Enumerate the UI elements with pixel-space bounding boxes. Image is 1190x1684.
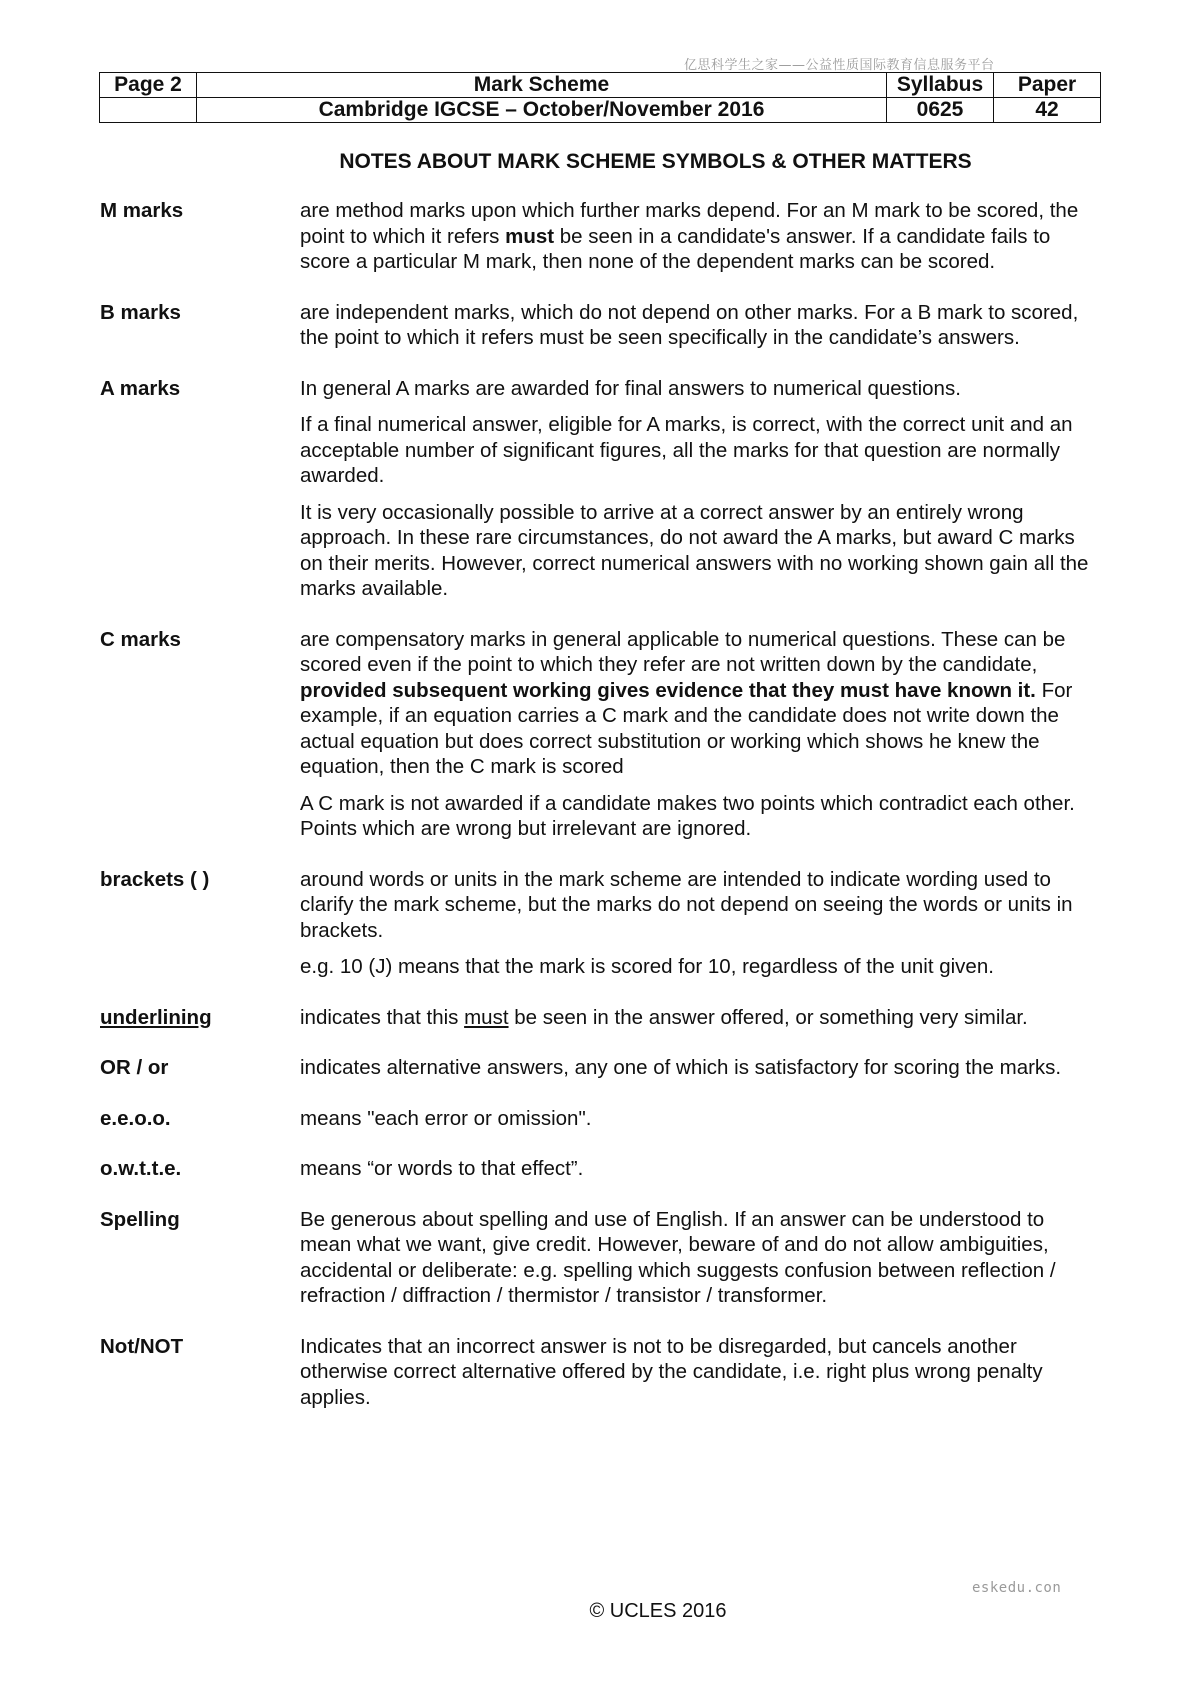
header-empty-cell xyxy=(100,98,197,123)
term-label: C marks xyxy=(100,627,181,651)
description-paragraph: In general A marks are awarded for final answers to numerical questions. xyxy=(300,376,961,400)
text-span: are compensatory marks in general applicable to numerical questions. These can be scored even if the point to which they refer are not written down by the candidate, xyxy=(300,627,1066,676)
text-span: be seen in a candidate's answer. If a candidate fails to score a particular M mark, then none of the dependent marks can be scored. xyxy=(300,224,1051,273)
text-span: indicates that this xyxy=(300,1005,465,1029)
term-description xyxy=(300,627,1100,842)
bold-text: must xyxy=(505,224,555,248)
text-span: are method marks upon which further marks depend. For an M mark to be scored, the point to which it refers xyxy=(300,199,1079,248)
entry-underlining xyxy=(100,1005,1100,1031)
entry-not xyxy=(100,1334,1100,1411)
description-paragraph: Indicates that an incorrect answer is not to be disregarded, but cancels another otherwise correct alternative offered by the candidate, i.e. right plus wrong penalty applies. xyxy=(300,1334,1043,1409)
header-row-2 xyxy=(100,98,1101,123)
term-description xyxy=(300,376,1100,602)
entry-m-marks xyxy=(100,198,1100,275)
term-label: Spelling xyxy=(100,1207,180,1231)
term-description xyxy=(300,1106,1100,1132)
copyright-footer: © UCLES 2016 xyxy=(589,1600,727,1622)
description-paragraph: A C mark is not awarded if a candidate makes two points which contradict each other. Points which are wrong but irrelevant are ignored. xyxy=(300,791,1075,840)
paper-label: Paper xyxy=(994,73,1101,98)
entry-a-marks xyxy=(100,376,1100,602)
description-paragraph: If a final numerical answer, eligible for A marks, is correct, with the correct unit and an acceptable number of significant figures, all the marks for that question are normally awarded. xyxy=(300,413,1073,487)
description-paragraph xyxy=(300,1005,1100,1031)
term-description xyxy=(300,300,1100,351)
description-paragraph xyxy=(300,627,1100,780)
term-description xyxy=(300,1005,1100,1031)
term-description xyxy=(300,198,1100,275)
watermark-bottom: eskedu.con xyxy=(972,1580,1062,1596)
entry-eeoo xyxy=(100,1106,1100,1132)
description-paragraph xyxy=(300,198,1100,275)
description-paragraph: means "each error or omission". xyxy=(300,1106,592,1130)
syllabus-label: Syllabus xyxy=(887,73,994,98)
entry-spelling xyxy=(100,1207,1100,1309)
entry-b-marks xyxy=(100,300,1100,351)
entry-owtte xyxy=(100,1156,1100,1182)
term-label: OR / or xyxy=(100,1056,169,1079)
section-heading: NOTES ABOUT MARK SCHEME SYMBOLS & OTHER MATTERS xyxy=(339,150,972,173)
document-title: Mark Scheme xyxy=(197,73,887,98)
exam-session: Cambridge IGCSE – October/November 2016 xyxy=(197,98,887,123)
entry-c-marks xyxy=(100,627,1100,842)
description-paragraph: around words or units in the mark scheme are intended to indicate wording used to clarify the mark scheme, but the marks do not depend on seeing the words or units in brackets. xyxy=(300,867,1073,942)
paper-number: 42 xyxy=(994,98,1101,123)
description-paragraph: indicates alternative answers, any one of which is satisfactory for scoring the marks. xyxy=(300,1056,1062,1079)
term-label: A marks xyxy=(100,376,181,400)
term-label: o.w.t.t.e. xyxy=(100,1157,182,1180)
header-row-1 xyxy=(100,73,1101,98)
description-paragraph: Be generous about spelling and use of English. If an answer can be understood to mean what we want, give credit. However, beware of and do not allow ambiguities, accidental or deliberate: e.g. spelling which suggests confusion between reflection / refraction / diffraction / thermistor / transistor / transformer. xyxy=(300,1207,1056,1307)
entry-or xyxy=(100,1055,1100,1081)
description-paragraph: It is very occasionally possible to arrive at a correct answer by an entirely wrong approach. In these rare circumstances, do not award the A marks, but award C marks on their merits. However, correct numerical answers with no working shown gain all the marks available. xyxy=(300,500,1089,600)
header-table xyxy=(99,72,1101,123)
term-label: underlining xyxy=(100,1005,212,1029)
term-description xyxy=(300,867,1100,980)
bold-text: provided subsequent working gives evidence that they must have known it. xyxy=(300,678,1036,702)
term-label: M marks xyxy=(100,199,184,222)
watermark-top: 亿思科学生之家——公益性质国际教育信息服务平台 xyxy=(684,58,995,73)
term-label: brackets ( ) xyxy=(100,867,210,891)
term-description xyxy=(300,1055,1100,1081)
term-label: e.e.o.o. xyxy=(100,1106,171,1130)
term-description xyxy=(300,1334,1100,1411)
syllabus-code: 0625 xyxy=(887,98,994,123)
notes-list xyxy=(100,198,1100,1435)
text-span: be seen in the answer offered, or something very similar. xyxy=(508,1005,1028,1029)
entry-brackets xyxy=(100,867,1100,980)
text-span: For example, if an equation carries a C mark and the candidate does not write down the actual equation but does correct substitution or working which shows he knew the equation, then the C mark is scored xyxy=(300,678,1073,778)
description-paragraph: are independent marks, which do not depend on other marks. For a B mark to scored, the point to which it refers must be seen specifically in the candidate’s answers. xyxy=(300,300,1079,349)
term-description xyxy=(300,1207,1100,1309)
term-label: Not/NOT xyxy=(100,1334,184,1358)
page-number: Page 2 xyxy=(100,73,197,98)
term-label: B marks xyxy=(100,300,181,324)
term-description xyxy=(300,1156,1100,1182)
description-paragraph: means “or words to that effect”. xyxy=(300,1157,584,1180)
description-paragraph: e.g. 10 (J) means that the mark is scored for 10, regardless of the unit given. xyxy=(300,955,994,978)
underlined-text: must xyxy=(464,1005,509,1029)
